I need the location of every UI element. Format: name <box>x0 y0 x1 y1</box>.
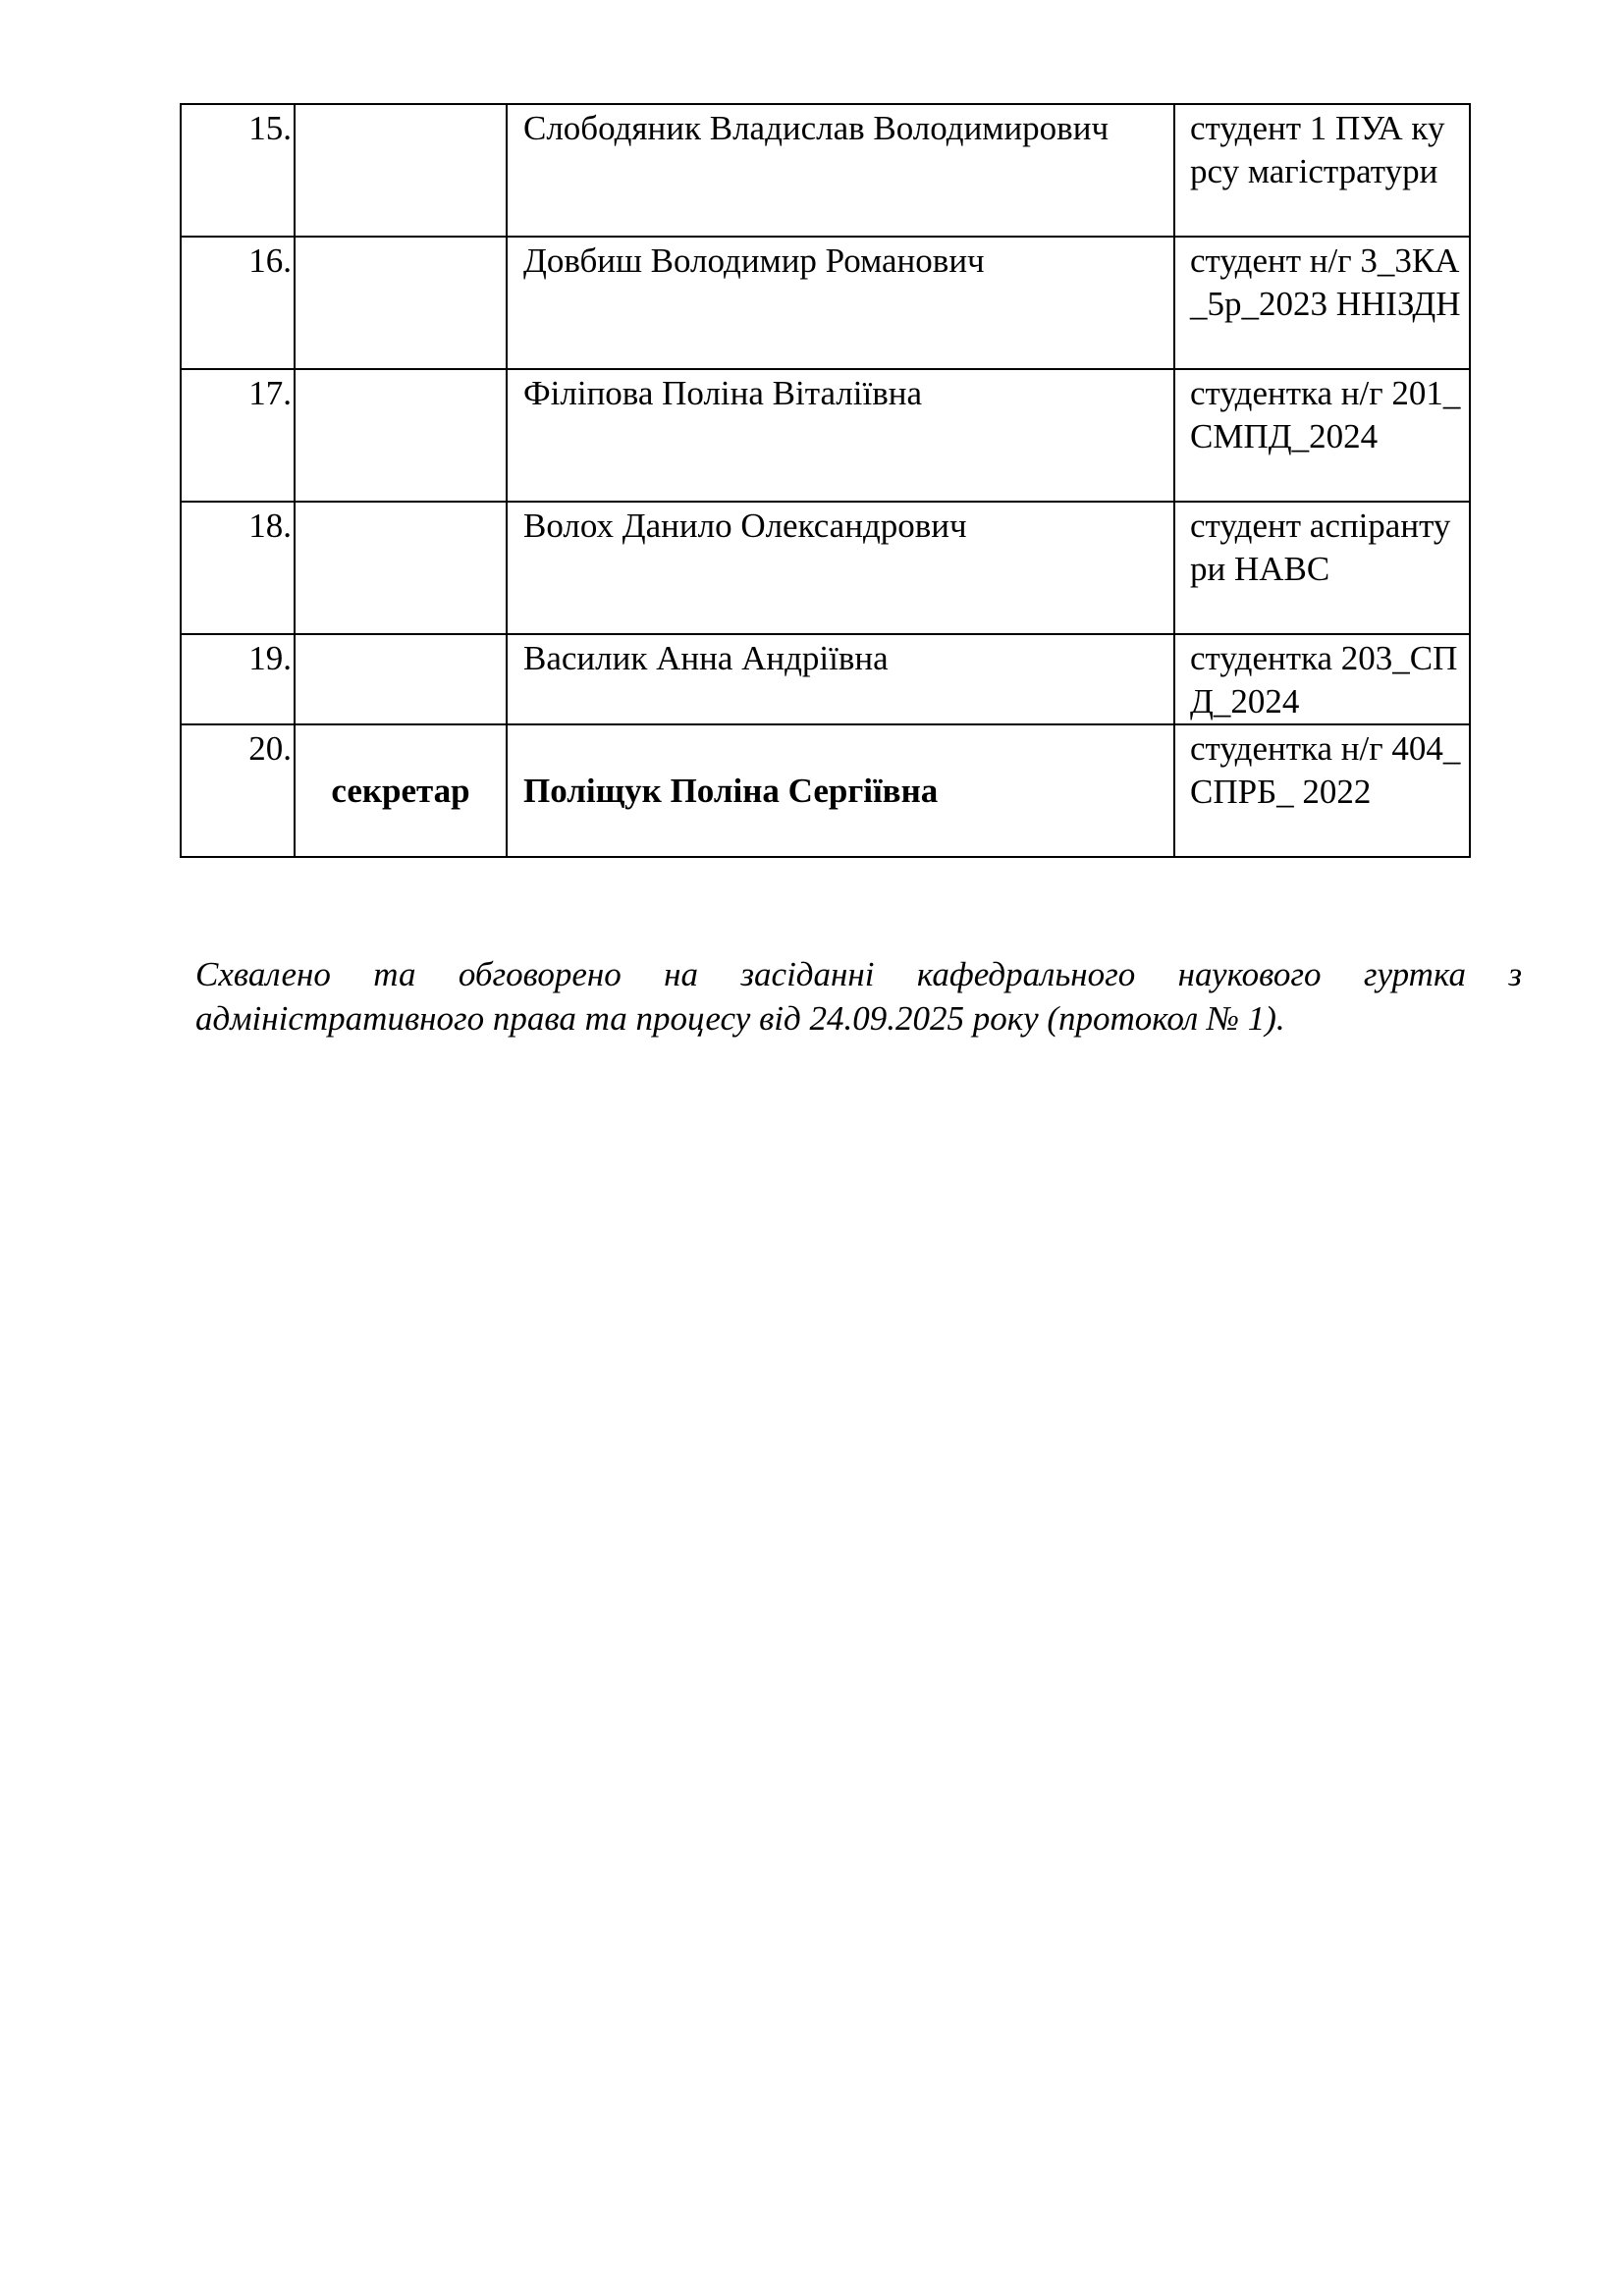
member-info: студентка н/г 404_СПРБ_ 2022 <box>1174 724 1470 857</box>
member-name: Слободяник Владислав Володимирович <box>507 104 1174 237</box>
table-row <box>181 369 1470 502</box>
approval-note: Схвалено та обговорено на засіданні кафедрального наукового гуртка з адміністративного права та процесу від 24.09.2025 року (протокол № 1). <box>195 955 1522 1038</box>
row-number: 15. <box>181 104 295 237</box>
member-name: Філіпова Поліна Віталіївна <box>507 369 1174 502</box>
member-name: Поліщук Поліна Сергіївна <box>507 724 1174 857</box>
member-info: студент 1 ПУА курсу магістратури <box>1174 104 1470 237</box>
table-row <box>181 724 1470 857</box>
row-role: секретар <box>295 724 507 857</box>
row-number: 18. <box>181 502 295 634</box>
member-info: студентка 203_СПД_2024 <box>1174 634 1470 724</box>
table-row <box>181 502 1470 634</box>
row-number: 17. <box>181 369 295 502</box>
row-role <box>295 502 507 634</box>
row-number: 16. <box>181 237 295 369</box>
member-name: Василик Анна Андріївна <box>507 634 1174 724</box>
row-number: 19. <box>181 634 295 724</box>
row-number: 20. <box>181 724 295 857</box>
row-role <box>295 369 507 502</box>
row-role <box>295 634 507 724</box>
table-row <box>181 104 1470 237</box>
table-row <box>181 634 1470 724</box>
member-name: Волох Данило Олександрович <box>507 502 1174 634</box>
row-role <box>295 237 507 369</box>
member-info: студентка н/г 201_СМПД_2024 <box>1174 369 1470 502</box>
members-table <box>180 103 1471 858</box>
table-row <box>181 237 1470 369</box>
member-info: студент н/г 3_3КА_5р_2023 ННІЗДН <box>1174 237 1470 369</box>
member-name: Довбиш Володимир Романович <box>507 237 1174 369</box>
member-info: студент аспірантури НАВС <box>1174 502 1470 634</box>
row-role <box>295 104 507 237</box>
